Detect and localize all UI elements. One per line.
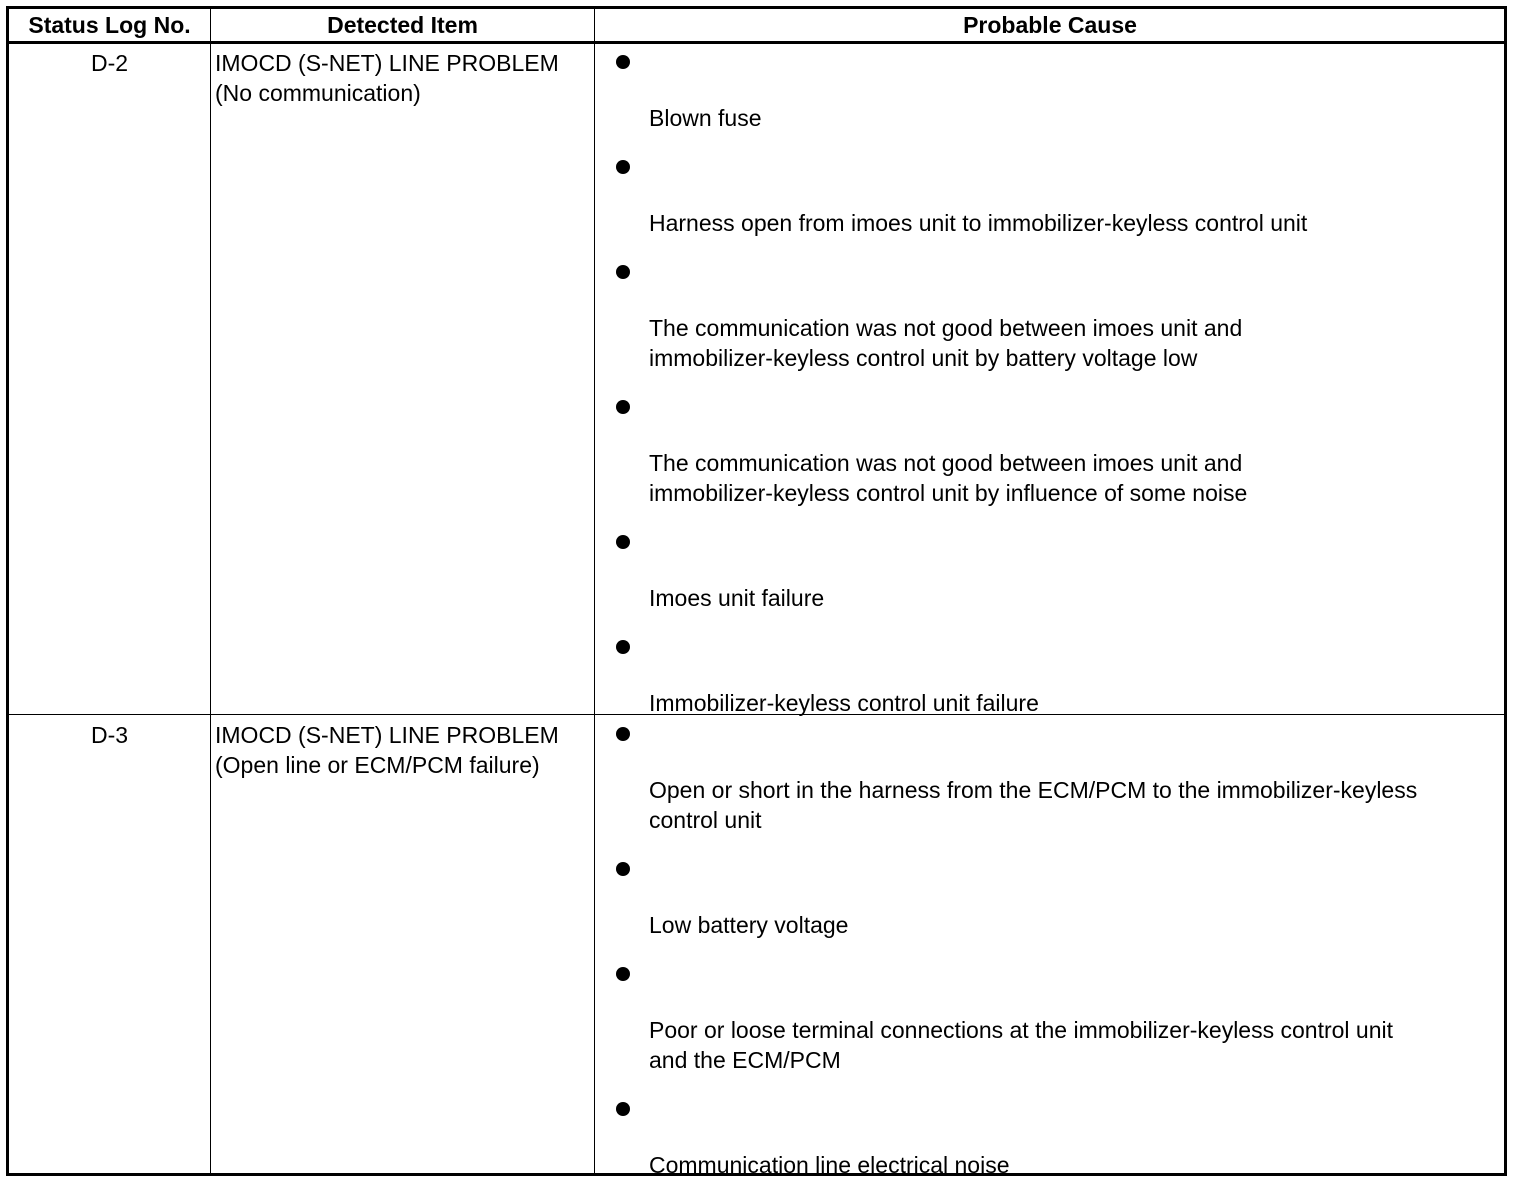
cause-text: Poor or loose terminal connections at the immobilizer-keyless control unit [649, 1017, 1393, 1043]
column-divider [594, 6, 595, 1176]
table-row-detected-item-detail: (Open line or ECM/PCM failure) [215, 752, 540, 778]
table-row-log-no: D-3 [90, 722, 129, 748]
bullet-icon [616, 55, 630, 69]
bullet-icon [616, 1102, 630, 1116]
header-status-log-no: Status Log No. [28, 12, 191, 38]
cause-text: Imoes unit failure [649, 585, 825, 611]
table-row-detected-item: IMOCD (S-NET) LINE PROBLEM [215, 50, 559, 76]
bullet-icon [616, 640, 630, 654]
header-probable-cause: Probable Cause [963, 12, 1137, 38]
cause-text: Low battery voltage [649, 912, 849, 938]
table-row-detected-item: IMOCD (S-NET) LINE PROBLEM [215, 722, 559, 748]
bullet-icon [616, 535, 630, 549]
cause-text: Communication line electrical noise [649, 1152, 1010, 1178]
bullet-icon [616, 400, 630, 414]
bullet-icon [616, 265, 630, 279]
cause-text: Open or short in the harness from the ECM/PCM to the immobilizer-keyless [649, 777, 1418, 803]
cause-text: Immobilizer-keyless control unit failure [649, 690, 1039, 716]
cause-text: The communication was not good between imoes unit and [649, 450, 1243, 476]
table-row-detected-item-detail: (No communication) [215, 80, 421, 106]
bullet-icon [616, 967, 630, 981]
cause-text-continued: and the ECM/PCM [649, 1047, 841, 1073]
cause-text: Harness open from imoes unit to immobilizer-keyless control unit [649, 210, 1308, 236]
header-divider [6, 41, 1507, 44]
cause-text: The communication was not good between imoes unit and [649, 315, 1243, 341]
bullet-icon [616, 862, 630, 876]
bullet-icon [616, 160, 630, 174]
cause-text-continued: control unit [649, 807, 762, 833]
column-divider [210, 6, 211, 1176]
table-row-log-no: D-2 [90, 50, 129, 76]
cause-text-continued: immobilizer-keyless control unit by influence of some noise [649, 480, 1248, 506]
cause-text: Blown fuse [649, 105, 762, 131]
header-detected-item: Detected Item [327, 12, 478, 38]
bullet-icon [616, 727, 630, 741]
cause-text-continued: immobilizer-keyless control unit by battery voltage low [649, 345, 1198, 371]
